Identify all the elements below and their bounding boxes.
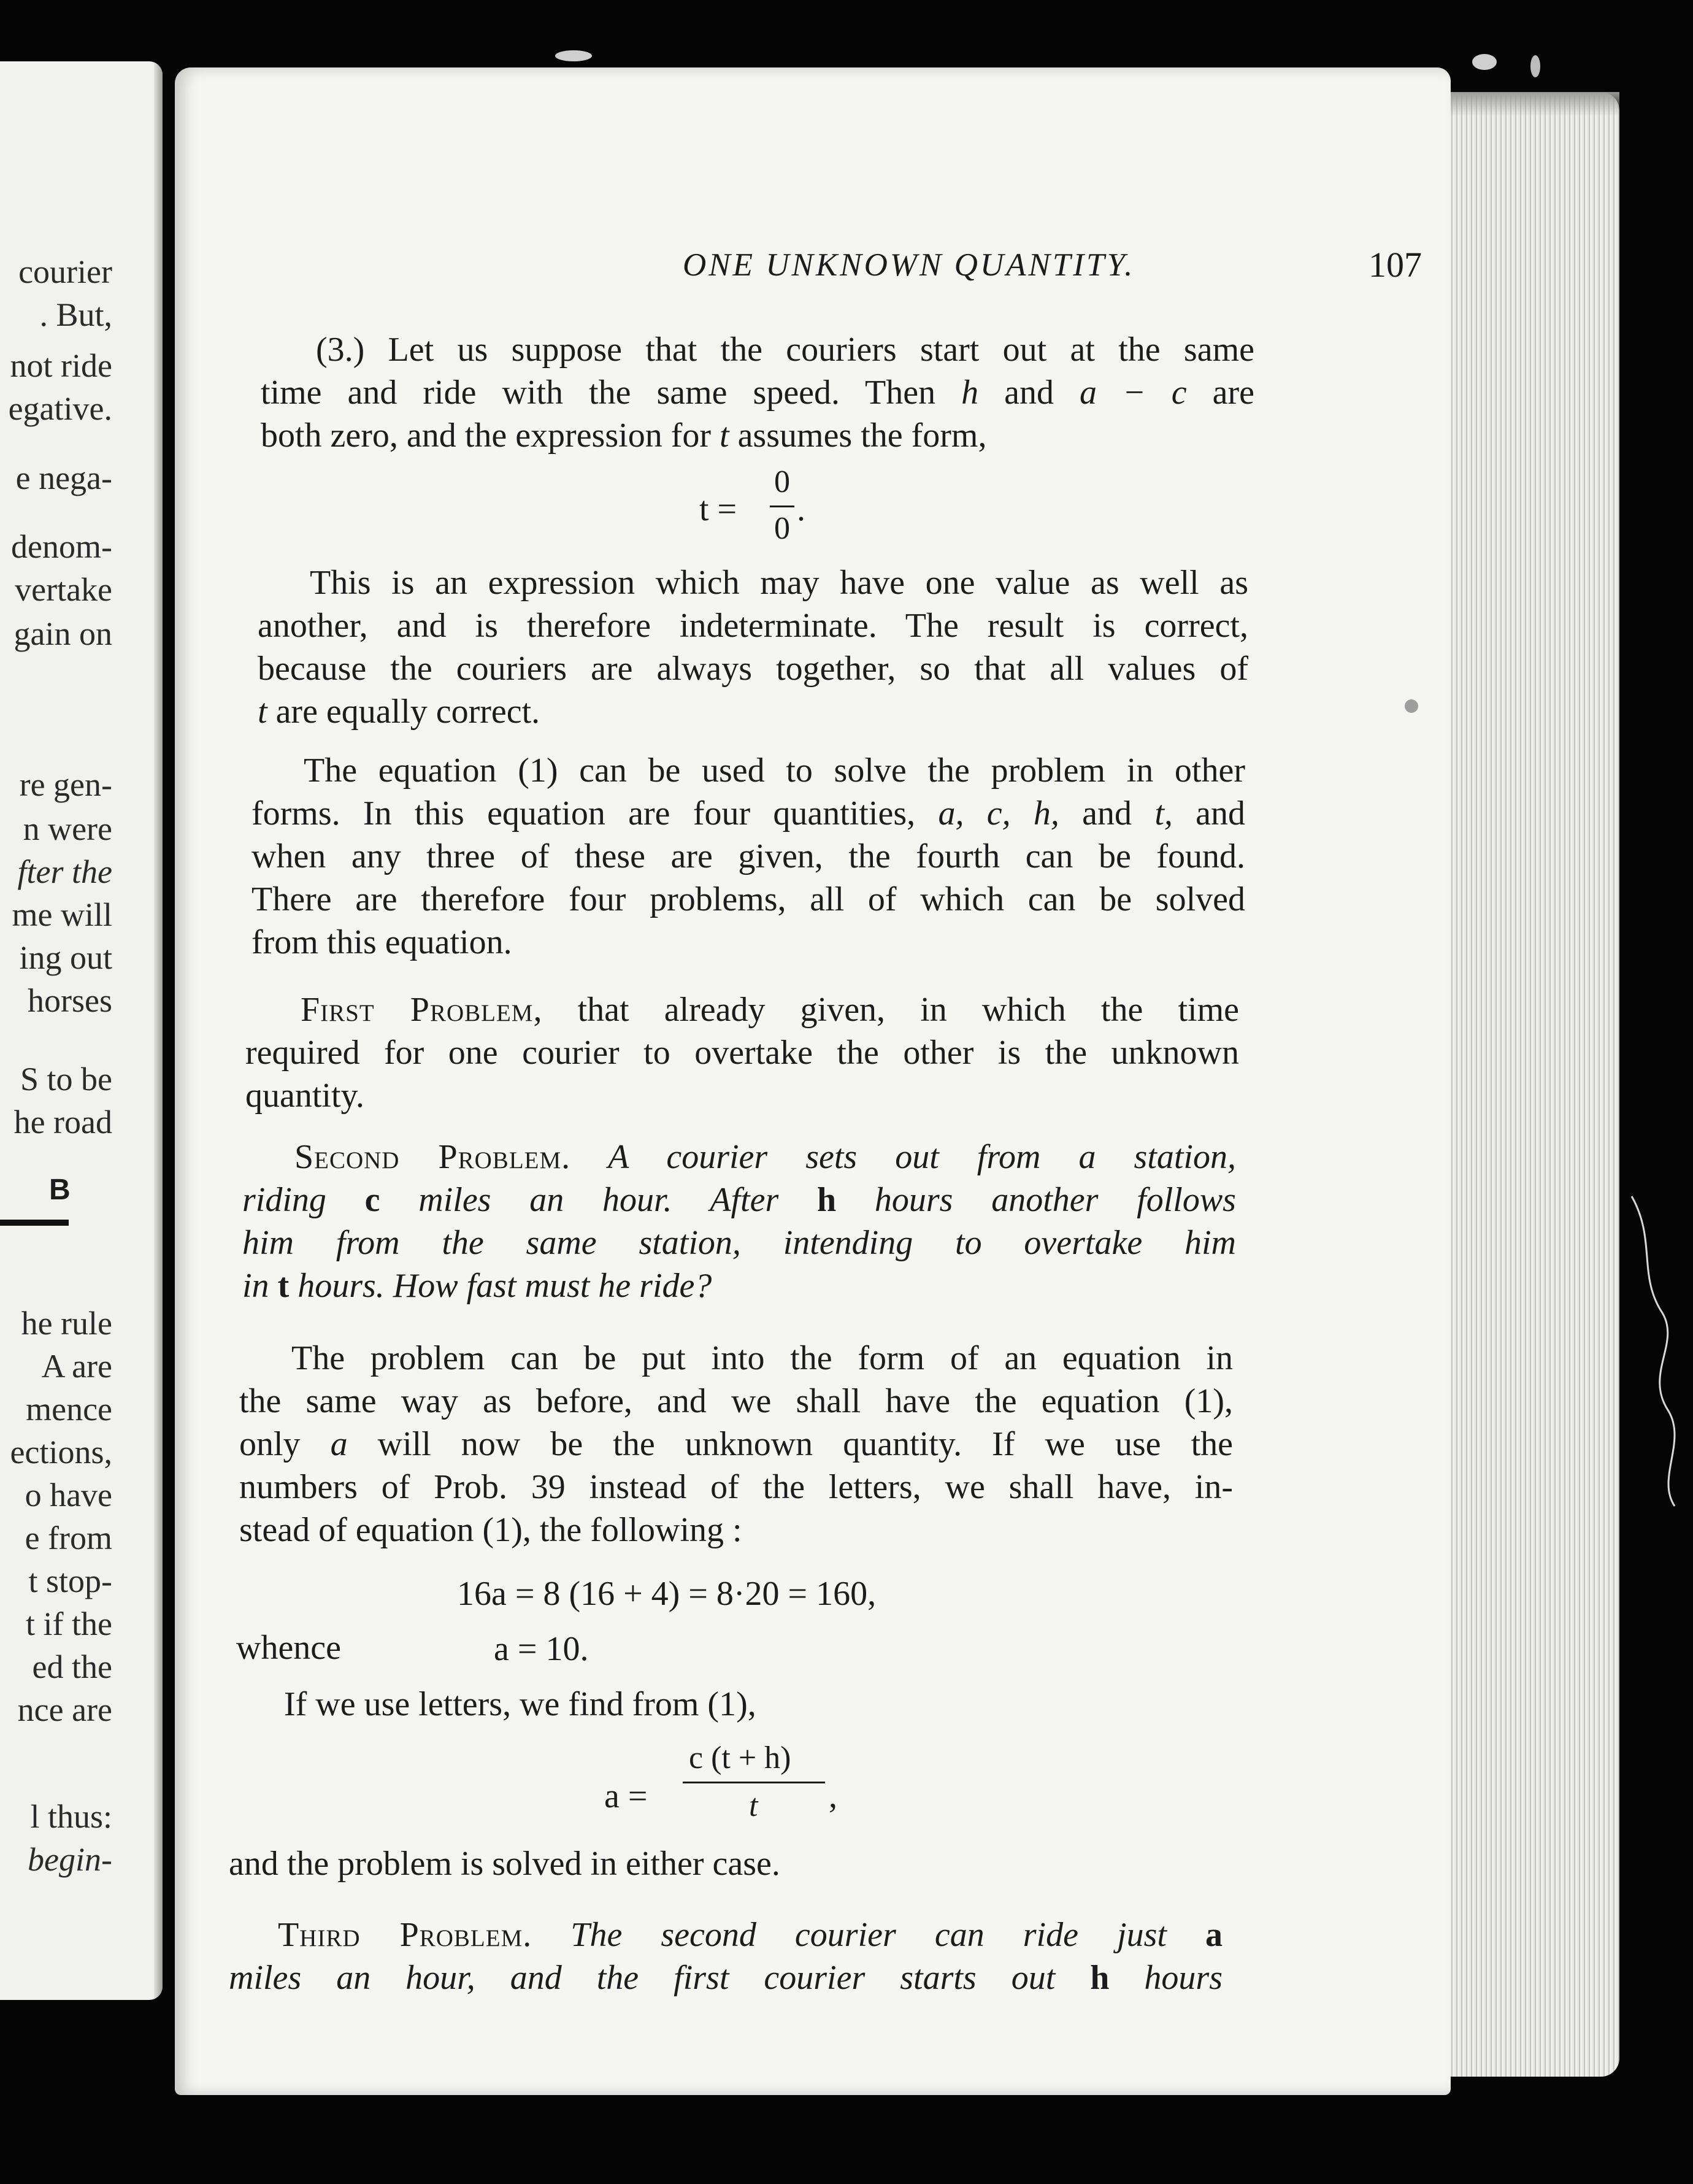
equation-a-value: a = 10. [494, 1630, 589, 1668]
left-fragment: e from [25, 1520, 112, 1556]
text-line: numbers of Prob. 39 instead of the letters, we shall have, in- [239, 1468, 1233, 1506]
second-problem-heading: Second Problem. [294, 1138, 571, 1176]
left-fragment: S to be [20, 1061, 112, 1098]
text-line: (3.) Let us suppose that the couriers start out at the same [316, 331, 1254, 369]
third-problem-heading: Third Problem. [278, 1916, 532, 1954]
text-line: t are equally correct. [258, 693, 540, 731]
text-line: forms. In this equation are four quantities, a, c, h, and t, and [251, 794, 1246, 832]
left-fragment: begin- [28, 1841, 112, 1878]
text-line: and the problem is solved in either case. [229, 1845, 780, 1883]
left-fragment: horses [28, 982, 112, 1019]
text-line: If we use letters, we find from (1), [284, 1685, 756, 1723]
text-line: in t hours. How fast must he ride? [242, 1267, 712, 1305]
left-fragment: n were [23, 810, 112, 847]
page-number: 107 [1369, 245, 1422, 285]
left-fragment: egative. [8, 390, 112, 427]
scan-fiber-mark [1619, 1190, 1693, 1509]
equation-numeric: 16a = 8 (16 + 4) = 8·20 = 160, [457, 1575, 877, 1613]
first-problem-heading: First Problem, [301, 991, 543, 1029]
left-fragment: he rule [21, 1305, 112, 1342]
left-fragment: courier [18, 253, 112, 290]
scan-speck [555, 50, 592, 61]
fraction-numerator: c (t + h) [689, 1740, 791, 1775]
left-fragment: mence [26, 1391, 112, 1428]
left-fragment: ed the [32, 1648, 112, 1685]
page-gutter [154, 61, 163, 2000]
scan-speck [1472, 54, 1497, 70]
left-fragment: ections, [10, 1434, 112, 1471]
third-problem-line: Third Problem. The second courier can ride just a [278, 1916, 1223, 1954]
text-line: The problem can be put into the form of an equation in [291, 1339, 1233, 1377]
left-fragment: l thus: [30, 1798, 112, 1835]
text-line: the same way as before, and we shall have the equation (1), [239, 1382, 1233, 1420]
fraction-denominator: 0 [774, 511, 790, 546]
left-fragment: e nega- [15, 459, 112, 496]
whence-label: whence [236, 1629, 342, 1667]
text-line: time and ride with the same speed. Then h and a − c are [261, 374, 1255, 412]
fraction-denominator: t [749, 1788, 758, 1823]
left-fragment: nce are [17, 1691, 112, 1728]
left-fragment: re gen- [19, 766, 112, 803]
left-fragment: A are [41, 1348, 112, 1385]
left-fragment: vertake [15, 571, 112, 608]
book-page: ONE UNKNOWN QUANTITY. 107 (3.) Let us suppose that the couriers start out at the same time and ride with the same speed. Then h and a − c are both zero, and the expression for t assumes the form, t = 0 0 . This is an expression which may have one value as well as another, and is therefore indeterminate. The result is correct, because the couriers are always together, so that all values of t are equally correct. The equation (1) can be used to solve the problem in other forms. In this equation are four quantities, a, c, h, and t, and when any three of these are given, the fourth can be found. There are therefore four problems, all of which can be solved from this equation. First Problem, that already given, in which the time required for one courier to overtake the other is the unknown quantity. Second Problem. A courier sets out from a station, riding c miles an hour. After h hours another follows him from the same station, intending to overtake him in t hours. How fast must he ride? The problem can be put into the form of an equation in the same way as before, and we shall have the equation (1), only a will now be the unknown quantity. If we use the numbers of Prob. 39 instead of the letters, we shall have, in- stead of equation (1), the following : 16a = 8 (16 + 4) = 8·20 = 160, whence a = 10. If we use letters, we find from (1), a = c (t + h) t , and the problem is solved in either case. Third Problem. The second courier can ride just a miles an hour, and the first courier starts out h hours [175, 67, 1451, 2095]
text-line: stead of equation (1), the following : [239, 1511, 742, 1549]
scan-speck [1530, 55, 1540, 77]
left-fragment: fter the [17, 853, 112, 890]
text-line: him from the same station, intending to overtake him [242, 1224, 1236, 1262]
left-fragment: t stop- [28, 1563, 112, 1599]
text-line: There are therefore four problems, all of which can be solved [251, 880, 1245, 918]
left-fragment: t if the [26, 1605, 112, 1642]
text-line: This is an expression which may have one value as well as [310, 564, 1248, 602]
first-problem-line: First Problem, that already given, in which the time [301, 991, 1239, 1029]
text-line: quantity. [245, 1077, 364, 1115]
fraction-bar [770, 506, 794, 507]
text-line: because the couriers are always together, so that all values of [258, 650, 1248, 688]
left-fragment: me will [12, 896, 112, 933]
left-fragment: ing out [19, 939, 112, 976]
text-line: only a will now be the unknown quantity. If we use the [239, 1425, 1233, 1463]
left-fragment: o have [25, 1477, 112, 1513]
left-fragment: he road [13, 1104, 112, 1140]
text-line: The equation (1) can be used to solve the problem in other [304, 752, 1245, 790]
left-fragment: denom- [11, 528, 112, 565]
left-fragment: gain on [13, 615, 112, 652]
left-fragment: . But, [39, 296, 112, 333]
running-head-title: ONE UNKNOWN QUANTITY. [683, 247, 1135, 283]
text-line: when any three of these are given, the fourth can be found. [251, 837, 1245, 875]
section-letter: B [49, 1174, 71, 1206]
text-line: from this equation. [251, 923, 512, 961]
book-page-edges [1445, 92, 1619, 2077]
scan-speck [1405, 699, 1418, 713]
text-line: both zero, and the expression for t assumes the form, [261, 417, 987, 455]
left-facing-page [0, 61, 163, 2000]
text-line: another, and is therefore indeterminate. The result is correct, [258, 607, 1248, 645]
text-line: miles an hour, and the first courier starts out h hours [229, 1959, 1223, 1997]
text-line: riding c miles an hour. After h hours another follows [242, 1181, 1236, 1219]
fraction-bar [683, 1782, 825, 1783]
left-fragment: not ride [10, 347, 112, 384]
text-line: required for one courier to overtake the other is the unknown [245, 1034, 1239, 1072]
section-rule [0, 1220, 69, 1226]
fraction-numerator: 0 [774, 464, 790, 499]
second-problem-line: Second Problem. A courier sets out from a station, [294, 1138, 1236, 1176]
